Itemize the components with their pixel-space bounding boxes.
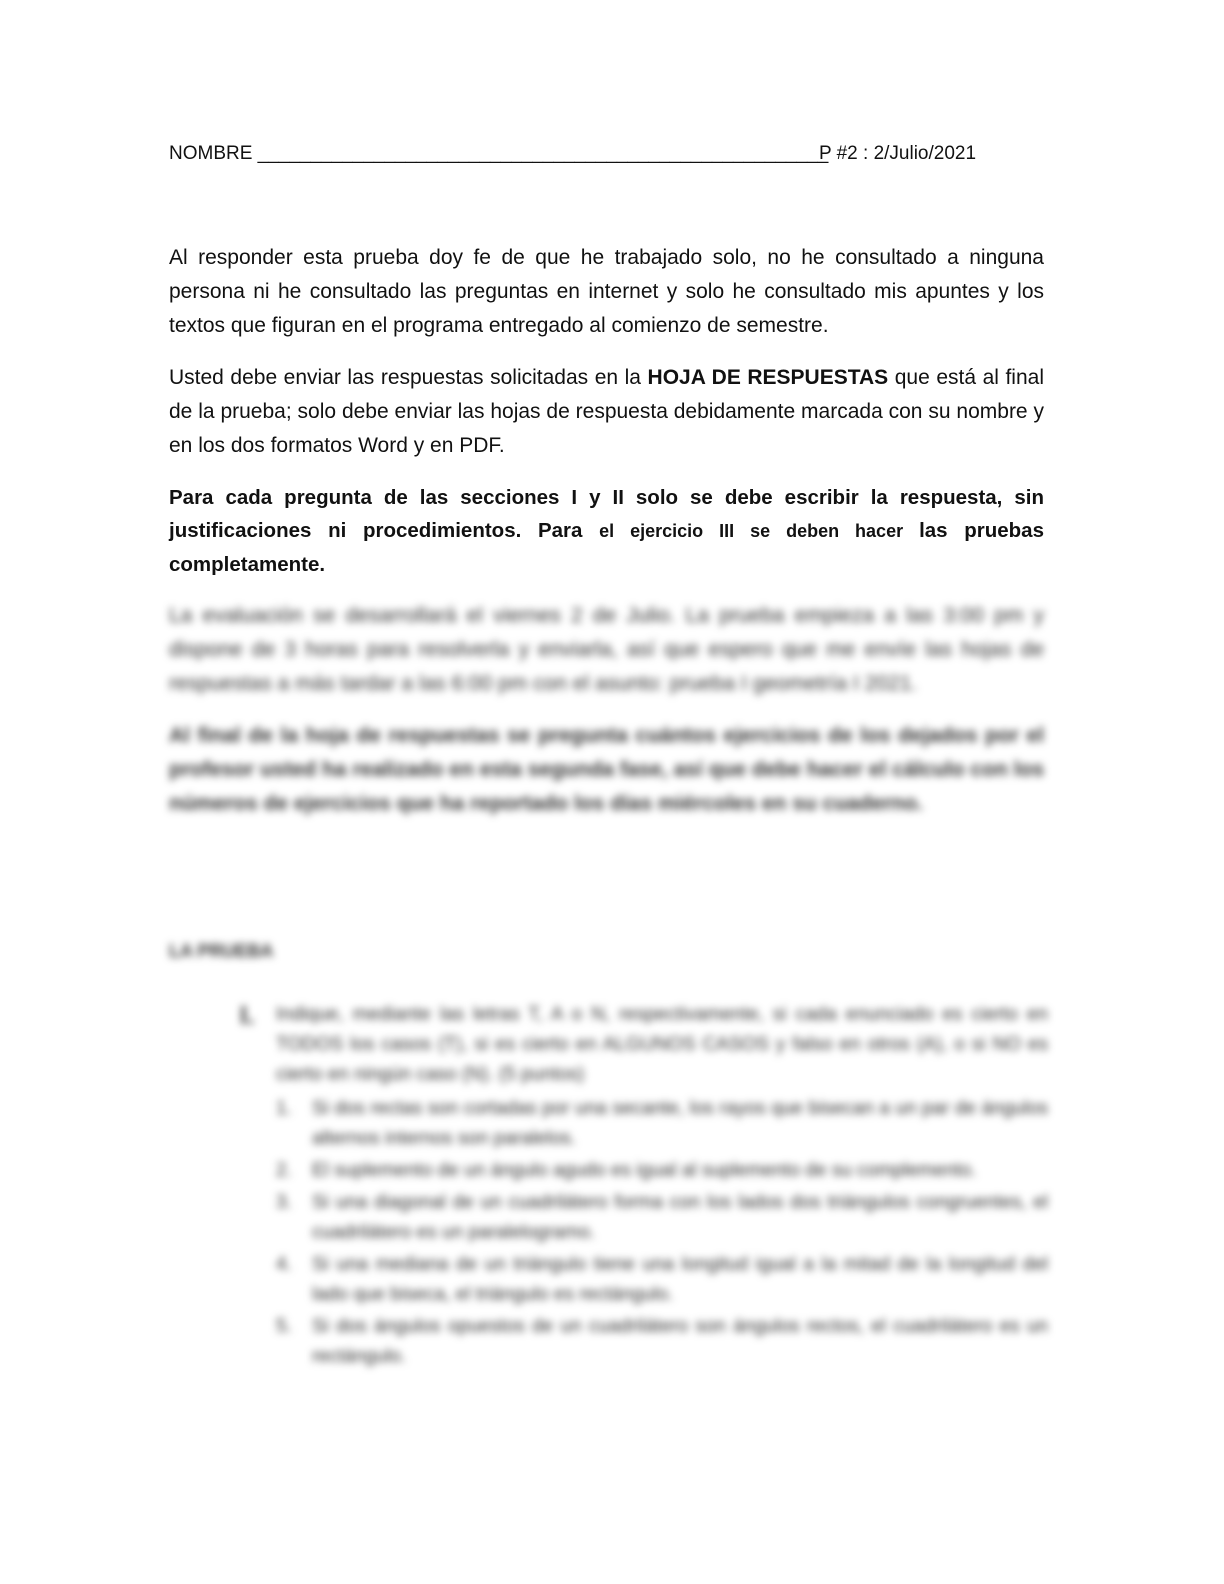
question-text: Indique, mediante las letras T, A o N, respectivamente, si cada enunciado es cierto en TODOS los casos (T), si es cierto en ALGUNOS CASOS y falso en otros (A), o si NO es cierto en ningún caso (N). (5 puntos) [276,1004,1048,1085]
section-label-blurred: LA PRUEBA [169,941,274,961]
item-text: Si una diagonal de un cuadrilátero forma con los lados dos triángulos congruentes, el cuadrilátero es un paralelogramo. [312,1192,1048,1243]
item-text: Si dos rectas son cortadas por una secante, los rayos que bisecan a un par de ángulos alternos internos son paralelos. [312,1098,1048,1149]
item-number: 1. [276,1098,292,1119]
schedule-paragraph-blurred: La evaluación se desarrollará el viernes 2 de Julio. La prueba empieza a las 3:00 pm y dispone de 3 horas para resolverla y enviarla, así que espero que me envíe las hojas de respuestas a más tardar a las 6:00 pm con el asunto: prueba I geometría I 2021. [169,604,1044,695]
item-number: 2. [276,1160,292,1181]
question-roman-numeral: I. [240,1000,255,1030]
item-number: 4. [276,1254,292,1275]
format-text-a: Para cada pregunta de las secciones I y II solo se debe escribir la respuesta, sin justificaciones ni procedimientos. Para [169,486,1044,542]
submission-instructions [169,361,1044,463]
exercise-count-paragraph-blurred: Al final de la hoja de respuestas se pregunta cuántos ejercicios de los dejados por el profesor usted ha realizado en esta segunda fase, así que debe hacer el cálculo con los números de ejercicios que ha reportado los días miércoles en su cuaderno. [169,724,1044,815]
list-item [276,1156,1048,1186]
item-number: 5. [276,1316,292,1337]
list-item [276,1094,1048,1154]
name-field-label: NOMBRE ______________________________________________________ [169,143,829,164]
item-text: El suplemento de un ángulo agudo es igual al suplemento de su complemento. [312,1160,977,1181]
honor-statement: Al responder esta prueba doy fe de que he trabajado solo, no he consultado a ninguna persona ni he consultado las preguntas en internet y solo he consultado mis apuntes y los textos que figuran en el programa entregado al comienzo de semestre. [169,246,1044,337]
list-item [276,1250,1048,1310]
format-text-small: el ejercicio III se deben hacer [599,521,920,541]
item-text: Si una mediana de un triángulo tiene una longitud igual a la mitad de la longitud del lado que biseca, el triángulo es rectángulo. [312,1254,1048,1305]
format-text-b: las pruebas completamente. [169,519,1044,576]
list-item [276,1312,1048,1372]
answer-format-instructions [169,481,1044,581]
item-number: 3. [276,1192,292,1213]
answer-sheet-label: HOJA DE RESPUESTAS [647,366,889,389]
list-item [276,1188,1048,1248]
question-i-blurred [240,1000,1048,1374]
item-text: Si dos ángulos opuestos de un cuadrilátero son ángulos rectos, el cuadrilátero es un rectángulo. [312,1316,1048,1367]
question-items [276,1094,1048,1372]
submission-text-b: que está al final de la prueba; solo debe enviar las hojas de respuesta debidamente marcada con su nombre y en los dos formatos Word y en PDF. [169,366,1044,457]
exam-header [169,143,999,165]
submission-text-a: Usted debe enviar las respuestas solicitadas en la [169,366,648,389]
exam-id-date: P #2 : 2/Julio/2021 [819,143,977,164]
